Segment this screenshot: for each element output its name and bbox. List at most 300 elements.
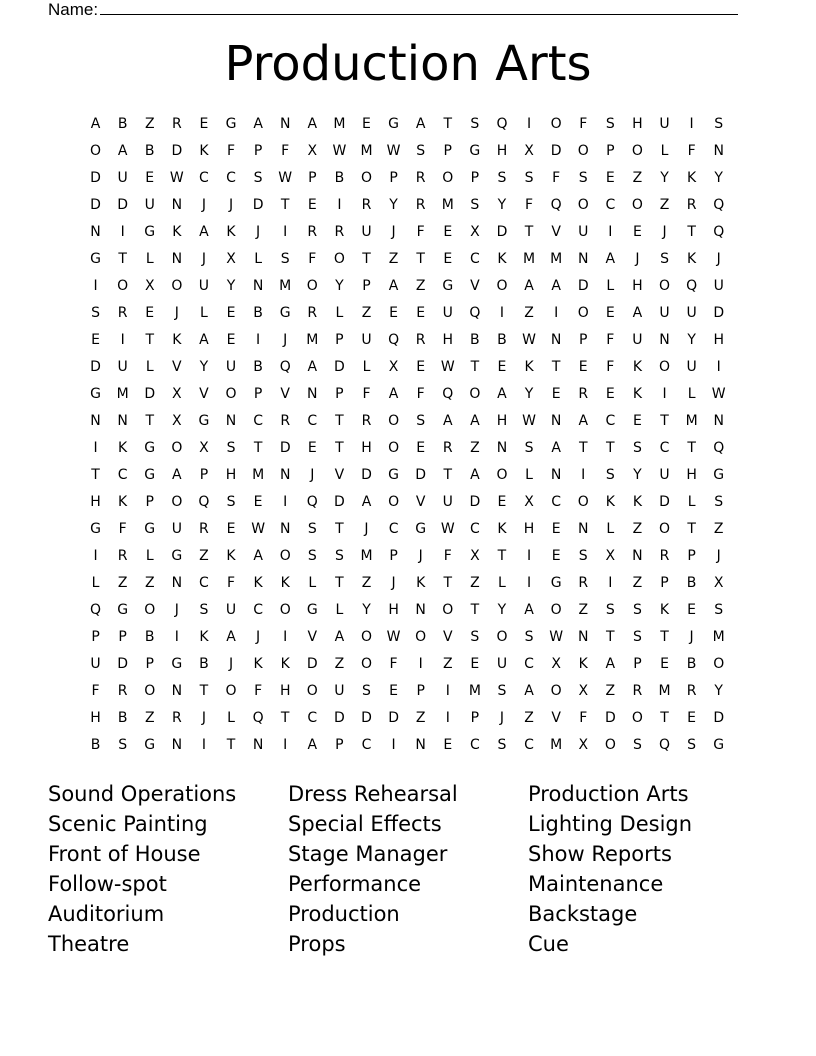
grid-letter[interactable]: D: [659, 494, 670, 510]
grid-letter[interactable]: J: [391, 224, 396, 240]
grid-letter[interactable]: Y: [497, 602, 507, 618]
grid-letter[interactable]: C: [524, 656, 534, 672]
grid-letter[interactable]: S: [118, 737, 128, 753]
grid-letter[interactable]: I: [689, 116, 694, 132]
grid-letter[interactable]: Y: [687, 332, 696, 348]
grid-letter[interactable]: X: [307, 143, 318, 159]
grid-letter[interactable]: A: [334, 629, 345, 645]
grid-letter[interactable]: P: [362, 278, 371, 294]
grid-letter[interactable]: E: [199, 116, 209, 132]
grid-letter[interactable]: T: [91, 467, 100, 483]
grid-letter[interactable]: A: [199, 332, 209, 348]
grid-letter[interactable]: I: [608, 575, 613, 591]
grid-letter[interactable]: X: [199, 440, 209, 456]
grid-letter[interactable]: L: [145, 548, 154, 564]
grid-letter[interactable]: Y: [226, 278, 236, 294]
grid-letter[interactable]: R: [171, 710, 182, 726]
grid-letter[interactable]: L: [145, 251, 154, 267]
grid-letter[interactable]: O: [144, 602, 156, 618]
grid-letter[interactable]: R: [117, 548, 128, 564]
grid-letter[interactable]: J: [201, 251, 206, 267]
grid-letter[interactable]: M: [116, 386, 129, 402]
grid-letter[interactable]: O: [171, 494, 183, 510]
grid-letter[interactable]: Q: [279, 359, 291, 375]
grid-letter[interactable]: A: [388, 386, 399, 402]
grid-letter[interactable]: Q: [659, 737, 671, 753]
grid-letter[interactable]: P: [199, 467, 209, 483]
grid-letter[interactable]: T: [443, 575, 453, 591]
grid-letter[interactable]: W: [549, 629, 564, 645]
grid-letter[interactable]: G: [198, 413, 210, 429]
grid-letter[interactable]: Z: [578, 602, 589, 618]
grid-letter[interactable]: R: [415, 332, 426, 348]
grid-letter[interactable]: G: [117, 602, 129, 618]
grid-letter[interactable]: P: [335, 332, 344, 348]
grid-letter[interactable]: N: [171, 575, 183, 591]
grid-letter[interactable]: U: [496, 656, 508, 672]
grid-letter[interactable]: F: [606, 359, 615, 375]
grid-letter[interactable]: P: [335, 737, 344, 753]
grid-letter[interactable]: O: [496, 278, 508, 294]
grid-letter[interactable]: D: [117, 197, 129, 213]
grid-letter[interactable]: M: [333, 116, 346, 132]
grid-letter[interactable]: Z: [605, 683, 616, 699]
grid-letter[interactable]: S: [334, 548, 344, 564]
grid-letter[interactable]: Z: [470, 440, 480, 456]
grid-letter[interactable]: C: [199, 170, 209, 186]
grid-letter[interactable]: S: [91, 305, 100, 321]
grid-letter[interactable]: N: [307, 386, 318, 402]
grid-letter[interactable]: N: [713, 143, 724, 159]
grid-letter[interactable]: X: [524, 494, 534, 510]
grid-letter[interactable]: H: [279, 683, 291, 699]
grid-letter[interactable]: F: [308, 251, 317, 267]
grid-letter[interactable]: K: [280, 656, 290, 672]
grid-letter[interactable]: G: [144, 224, 156, 240]
grid-letter[interactable]: L: [687, 494, 696, 510]
grid-letter[interactable]: I: [526, 116, 532, 132]
grid-letter[interactable]: T: [280, 197, 290, 213]
grid-letter[interactable]: S: [632, 440, 642, 456]
grid-letter[interactable]: U: [659, 305, 670, 321]
grid-letter[interactable]: Z: [659, 197, 670, 213]
grid-letter[interactable]: O: [333, 251, 345, 267]
grid-letter[interactable]: K: [118, 494, 128, 510]
grid-letter[interactable]: O: [631, 197, 643, 213]
grid-letter[interactable]: R: [578, 386, 589, 402]
grid-letter[interactable]: D: [550, 143, 562, 159]
grid-letter[interactable]: Q: [496, 116, 508, 132]
grid-letter[interactable]: O: [388, 413, 400, 429]
grid-letter[interactable]: U: [659, 116, 670, 132]
grid-letter[interactable]: E: [91, 332, 100, 348]
grid-letter[interactable]: I: [608, 224, 613, 240]
grid-letter[interactable]: E: [605, 170, 615, 186]
grid-letter[interactable]: Q: [198, 494, 210, 510]
grid-letter[interactable]: J: [418, 548, 423, 564]
grid-letter[interactable]: R: [117, 683, 128, 699]
grid-letter[interactable]: S: [199, 602, 209, 618]
grid-letter[interactable]: O: [469, 386, 481, 402]
grid-letter[interactable]: N: [117, 413, 128, 429]
grid-letter[interactable]: O: [279, 602, 291, 618]
grid-letter[interactable]: Y: [497, 197, 507, 213]
grid-letter[interactable]: U: [686, 359, 697, 375]
grid-letter[interactable]: C: [469, 521, 480, 537]
grid-letter[interactable]: O: [90, 143, 102, 159]
grid-letter[interactable]: G: [144, 521, 156, 537]
grid-letter[interactable]: R: [171, 116, 182, 132]
grid-letter[interactable]: Q: [442, 386, 454, 402]
grid-letter[interactable]: N: [659, 332, 670, 348]
grid-letter[interactable]: E: [687, 602, 697, 618]
grid-letter[interactable]: Z: [524, 305, 534, 321]
grid-letter[interactable]: O: [388, 440, 400, 456]
grid-letter[interactable]: T: [660, 629, 669, 645]
grid-letter[interactable]: S: [497, 170, 507, 186]
grid-letter[interactable]: D: [361, 467, 372, 483]
grid-letter[interactable]: A: [307, 359, 318, 375]
grid-letter[interactable]: B: [199, 656, 209, 672]
grid-letter[interactable]: S: [362, 683, 371, 699]
grid-letter[interactable]: N: [279, 467, 291, 483]
grid-letter[interactable]: R: [361, 413, 372, 429]
grid-letter[interactable]: P: [91, 629, 100, 645]
grid-letter[interactable]: T: [606, 440, 615, 456]
grid-letter[interactable]: S: [280, 251, 290, 267]
grid-letter[interactable]: S: [226, 440, 236, 456]
grid-letter[interactable]: S: [578, 170, 588, 186]
grid-letter[interactable]: A: [524, 602, 534, 618]
grid-letter[interactable]: K: [687, 251, 697, 267]
grid-letter[interactable]: G: [713, 467, 725, 483]
grid-letter[interactable]: T: [416, 251, 425, 267]
grid-letter[interactable]: A: [361, 494, 372, 510]
grid-letter[interactable]: D: [388, 710, 399, 726]
grid-letter[interactable]: U: [334, 683, 345, 699]
grid-letter[interactable]: A: [172, 467, 182, 483]
grid-letter[interactable]: Z: [361, 305, 372, 321]
grid-letter[interactable]: Q: [713, 197, 725, 213]
grid-letter[interactable]: N: [577, 251, 589, 267]
grid-letter[interactable]: K: [253, 575, 263, 591]
grid-letter[interactable]: L: [91, 575, 100, 591]
grid-letter[interactable]: I: [120, 224, 125, 240]
grid-letter[interactable]: A: [470, 413, 480, 429]
grid-letter[interactable]: O: [496, 629, 508, 645]
grid-letter[interactable]: F: [606, 332, 615, 348]
grid-letter[interactable]: J: [716, 548, 721, 564]
grid-letter[interactable]: F: [281, 143, 290, 159]
grid-letter[interactable]: G: [225, 116, 237, 132]
grid-letter[interactable]: D: [279, 440, 291, 456]
grid-letter[interactable]: T: [145, 332, 155, 348]
grid-letter[interactable]: I: [283, 629, 288, 645]
grid-letter[interactable]: A: [253, 548, 263, 564]
grid-letter[interactable]: N: [577, 629, 589, 645]
grid-letter[interactable]: R: [686, 197, 697, 213]
grid-letter[interactable]: Z: [632, 575, 643, 591]
grid-letter[interactable]: B: [686, 656, 697, 672]
grid-letter[interactable]: O: [360, 170, 372, 186]
grid-letter[interactable]: B: [497, 332, 507, 348]
grid-letter[interactable]: L: [362, 359, 371, 375]
grid-letter[interactable]: A: [470, 467, 480, 483]
grid-letter[interactable]: U: [90, 656, 101, 672]
grid-letter[interactable]: P: [145, 494, 154, 510]
grid-letter[interactable]: F: [443, 548, 452, 564]
grid-letter[interactable]: A: [632, 305, 643, 321]
grid-letter[interactable]: N: [279, 521, 291, 537]
grid-letter[interactable]: Y: [199, 359, 209, 375]
grid-letter[interactable]: M: [685, 413, 698, 429]
grid-letter[interactable]: P: [145, 656, 154, 672]
grid-letter[interactable]: E: [660, 656, 669, 672]
grid-letter[interactable]: D: [252, 197, 264, 213]
grid-letter[interactable]: M: [306, 332, 319, 348]
grid-letter[interactable]: E: [416, 305, 426, 321]
grid-letter[interactable]: N: [225, 413, 237, 429]
grid-letter[interactable]: E: [362, 116, 371, 132]
grid-letter[interactable]: W: [440, 521, 455, 537]
grid-letter[interactable]: O: [550, 602, 562, 618]
grid-letter[interactable]: G: [469, 143, 481, 159]
grid-letter[interactable]: L: [687, 386, 696, 402]
grid-letter[interactable]: R: [307, 224, 318, 240]
grid-letter[interactable]: B: [253, 305, 263, 321]
grid-letter[interactable]: N: [252, 278, 264, 294]
grid-letter[interactable]: C: [388, 521, 399, 537]
grid-letter[interactable]: I: [581, 467, 586, 483]
grid-letter[interactable]: X: [470, 224, 480, 240]
grid-letter[interactable]: K: [497, 521, 507, 537]
grid-letter[interactable]: E: [389, 305, 398, 321]
grid-letter[interactable]: Z: [415, 278, 426, 294]
grid-letter[interactable]: L: [498, 575, 506, 591]
grid-letter[interactable]: T: [335, 413, 344, 429]
grid-letter[interactable]: J: [256, 629, 261, 645]
grid-letter[interactable]: I: [554, 305, 559, 321]
grid-letter[interactable]: Q: [252, 710, 264, 726]
grid-letter[interactable]: T: [335, 521, 344, 537]
grid-letter[interactable]: M: [550, 251, 563, 267]
grid-letter[interactable]: M: [360, 143, 373, 159]
grid-letter[interactable]: O: [442, 170, 454, 186]
grid-letter[interactable]: K: [199, 629, 209, 645]
grid-letter[interactable]: Z: [388, 251, 399, 267]
grid-letter[interactable]: K: [578, 656, 588, 672]
grid-letter[interactable]: D: [496, 224, 508, 240]
grid-letter[interactable]: B: [253, 359, 263, 375]
grid-letter[interactable]: H: [225, 467, 237, 483]
grid-letter[interactable]: K: [172, 332, 182, 348]
grid-letter[interactable]: F: [579, 116, 588, 132]
grid-letter[interactable]: B: [470, 332, 480, 348]
grid-letter[interactable]: Q: [713, 440, 725, 456]
grid-letter[interactable]: U: [225, 602, 237, 618]
grid-letter[interactable]: S: [714, 602, 724, 618]
grid-letter[interactable]: M: [523, 251, 536, 267]
grid-letter[interactable]: O: [577, 305, 589, 321]
grid-letter[interactable]: V: [199, 386, 209, 402]
grid-letter[interactable]: Q: [306, 494, 318, 510]
grid-letter[interactable]: F: [416, 386, 425, 402]
grid-letter[interactable]: I: [445, 683, 450, 699]
grid-letter[interactable]: R: [334, 224, 345, 240]
grid-letter[interactable]: T: [145, 413, 155, 429]
grid-letter[interactable]: T: [687, 224, 696, 240]
grid-letter[interactable]: R: [307, 305, 318, 321]
grid-letter[interactable]: J: [310, 467, 315, 483]
grid-letter[interactable]: A: [226, 629, 236, 645]
grid-letter[interactable]: S: [470, 197, 480, 213]
grid-letter[interactable]: S: [524, 170, 534, 186]
grid-letter[interactable]: O: [279, 548, 291, 564]
grid-letter[interactable]: O: [442, 602, 454, 618]
grid-letter[interactable]: F: [389, 656, 398, 672]
grid-letter[interactable]: O: [171, 440, 183, 456]
grid-letter[interactable]: P: [687, 548, 696, 564]
grid-letter[interactable]: X: [578, 737, 589, 753]
grid-letter[interactable]: X: [605, 548, 616, 564]
grid-letter[interactable]: D: [117, 656, 129, 672]
grid-letter[interactable]: U: [117, 170, 128, 186]
grid-letter[interactable]: W: [386, 143, 401, 159]
grid-letter[interactable]: S: [497, 683, 507, 699]
grid-letter[interactable]: N: [415, 602, 426, 618]
grid-letter[interactable]: F: [579, 710, 588, 726]
grid-letter[interactable]: G: [90, 521, 101, 537]
grid-letter[interactable]: O: [117, 278, 129, 294]
grid-letter[interactable]: F: [362, 386, 371, 402]
grid-letter[interactable]: S: [470, 629, 480, 645]
grid-letter[interactable]: H: [388, 602, 399, 618]
grid-letter[interactable]: V: [172, 359, 182, 375]
grid-letter[interactable]: O: [550, 683, 562, 699]
grid-letter[interactable]: D: [361, 710, 372, 726]
grid-letter[interactable]: G: [388, 116, 399, 132]
grid-letter[interactable]: X: [551, 656, 561, 672]
grid-letter[interactable]: Y: [714, 170, 723, 186]
grid-letter[interactable]: H: [632, 116, 643, 132]
grid-letter[interactable]: E: [307, 440, 317, 456]
grid-letter[interactable]: E: [632, 224, 642, 240]
grid-letter[interactable]: X: [470, 548, 480, 564]
grid-letter[interactable]: R: [415, 197, 426, 213]
grid-letter[interactable]: P: [606, 143, 615, 159]
grid-letter[interactable]: D: [334, 494, 345, 510]
grid-letter[interactable]: S: [524, 629, 534, 645]
grid-letter[interactable]: O: [360, 629, 372, 645]
grid-letter[interactable]: B: [144, 629, 155, 645]
grid-letter[interactable]: U: [144, 197, 155, 213]
grid-letter[interactable]: Q: [388, 332, 400, 348]
grid-letter[interactable]: D: [90, 197, 101, 213]
grid-letter[interactable]: L: [308, 575, 317, 591]
grid-letter[interactable]: O: [631, 710, 643, 726]
grid-letter[interactable]: D: [604, 710, 616, 726]
grid-letter[interactable]: B: [117, 710, 128, 726]
grid-letter[interactable]: B: [90, 737, 101, 753]
grid-letter[interactable]: Z: [144, 710, 155, 726]
grid-letter[interactable]: M: [441, 197, 454, 213]
grid-letter[interactable]: J: [283, 332, 288, 348]
grid-letter[interactable]: J: [689, 629, 694, 645]
grid-letter[interactable]: L: [606, 278, 615, 294]
grid-letter[interactable]: U: [361, 332, 372, 348]
grid-letter[interactable]: B: [144, 143, 155, 159]
grid-letter[interactable]: R: [280, 413, 291, 429]
grid-letter[interactable]: O: [659, 278, 671, 294]
grid-letter[interactable]: I: [445, 710, 450, 726]
grid-letter[interactable]: A: [307, 116, 318, 132]
grid-letter[interactable]: A: [497, 386, 507, 402]
grid-letter[interactable]: O: [577, 197, 589, 213]
grid-letter[interactable]: F: [552, 170, 561, 186]
grid-letter[interactable]: F: [254, 683, 263, 699]
grid-letter[interactable]: I: [283, 494, 288, 510]
grid-letter[interactable]: E: [145, 305, 155, 321]
grid-letter[interactable]: D: [144, 386, 156, 402]
grid-letter[interactable]: O: [713, 656, 725, 672]
grid-letter[interactable]: E: [307, 197, 317, 213]
grid-letter[interactable]: N: [171, 737, 183, 753]
grid-letter[interactable]: V: [551, 710, 561, 726]
grid-letter[interactable]: I: [337, 197, 342, 213]
name-field[interactable]: [48, 0, 748, 18]
grid-letter[interactable]: M: [252, 467, 265, 483]
grid-letter[interactable]: T: [335, 440, 344, 456]
grid-letter[interactable]: U: [632, 332, 643, 348]
grid-letter[interactable]: T: [253, 440, 263, 456]
grid-letter[interactable]: P: [253, 386, 263, 402]
grid-letter[interactable]: W: [386, 629, 401, 645]
grid-letter[interactable]: S: [714, 494, 724, 510]
grid-letter[interactable]: R: [659, 548, 670, 564]
grid-letter[interactable]: O: [144, 683, 156, 699]
grid-letter[interactable]: T: [470, 359, 480, 375]
grid-letter[interactable]: H: [523, 521, 535, 537]
grid-letter[interactable]: K: [253, 656, 263, 672]
grid-letter[interactable]: I: [716, 359, 721, 375]
grid-letter[interactable]: E: [416, 440, 426, 456]
grid-letter[interactable]: P: [579, 332, 588, 348]
grid-letter[interactable]: J: [174, 305, 179, 321]
grid-letter[interactable]: S: [605, 467, 615, 483]
grid-letter[interactable]: H: [361, 440, 372, 456]
grid-letter[interactable]: G: [279, 305, 291, 321]
grid-letter[interactable]: W: [711, 386, 726, 402]
grid-letter[interactable]: C: [361, 737, 372, 753]
grid-letter[interactable]: T: [118, 251, 127, 267]
grid-letter[interactable]: X: [172, 413, 182, 429]
grid-letter[interactable]: O: [388, 494, 400, 510]
grid-letter[interactable]: K: [687, 170, 697, 186]
grid-letter[interactable]: E: [416, 359, 426, 375]
grid-letter[interactable]: T: [606, 629, 615, 645]
grid-letter[interactable]: P: [660, 575, 669, 591]
grid-letter[interactable]: K: [226, 548, 236, 564]
grid-letter[interactable]: U: [659, 467, 670, 483]
grid-letter[interactable]: H: [632, 278, 643, 294]
grid-letter[interactable]: I: [283, 224, 288, 240]
grid-letter[interactable]: I: [662, 386, 667, 402]
grid-letter[interactable]: D: [415, 467, 427, 483]
grid-letter[interactable]: T: [660, 710, 669, 726]
grid-letter[interactable]: W: [169, 170, 184, 186]
grid-letter[interactable]: E: [551, 386, 561, 402]
grid-letter[interactable]: P: [470, 710, 480, 726]
